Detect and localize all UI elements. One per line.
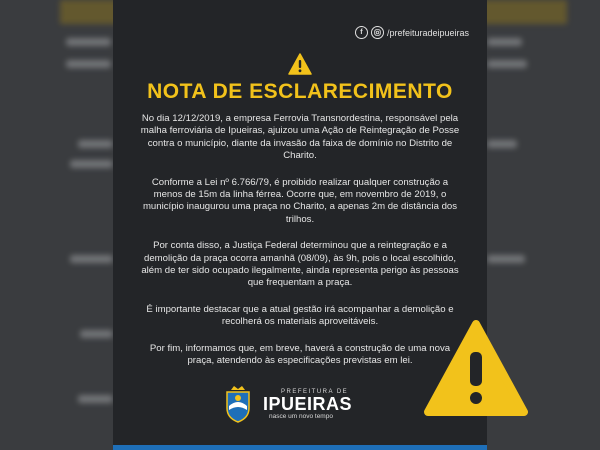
paragraph: No dia 12/12/2019, a empresa Ferrovia Transnordestina, responsável pela malha ferroviária de Ipueiras, ajuizou uma Ação de Reintegração de Posse contra o município, diante da invasão da faixa de domínio no Distrito de Charito. [140,113,460,162]
page-title: NOTA DE ESCLARECIMENTO [147,80,453,103]
blurred-background-left [0,0,113,450]
city-logo [263,389,352,420]
city-crest-logo [223,384,253,424]
instagram-icon [371,26,384,39]
large-warning-icon [418,318,528,418]
facebook-icon: f [355,26,368,39]
paragraph: É importante destacar que a atual gestão irá acompanhar a demolição e recolherá os materiais aproveitáveis. [146,303,454,328]
social-handle-text: /prefeituradeipueiras [386,27,469,38]
announcement-poster [113,0,487,450]
brand-slogan: nasce um novo tempo [269,412,333,420]
brand-name: IPUEIRAS [263,393,353,414]
paragraph: Por conta disso, a Justiça Federal determinou que a reintegração e a demolição da praça ocorra amanhã (08/09), às 9h, pois o local escolhido, além de ter sido ocupado ilegalmente, ainda representa perigo às pessoas que frequentam a praça. [141,240,459,289]
brand-prefix: PREFEITURA DE [281,388,349,395]
footer-branding [223,384,352,424]
paragraph: Por fim, informamos que, em breve, haverá a construção de uma nova praça, atendendo às especificações previstas em lei. [149,342,451,367]
bottom-accent-bar [113,445,487,450]
announcement-body [139,113,461,382]
warning-icon [288,53,312,75]
paragraph: Conforme a Lei nº 6.766/79, é proibido realizar qualquer construção a menos de 15m da linha férrea. Ocorre que, em novembro de 2019, o município inaugurou uma praça no Charito, a apenas 2m de distância dos trilhos. [142,176,458,225]
social-handle [355,26,469,39]
